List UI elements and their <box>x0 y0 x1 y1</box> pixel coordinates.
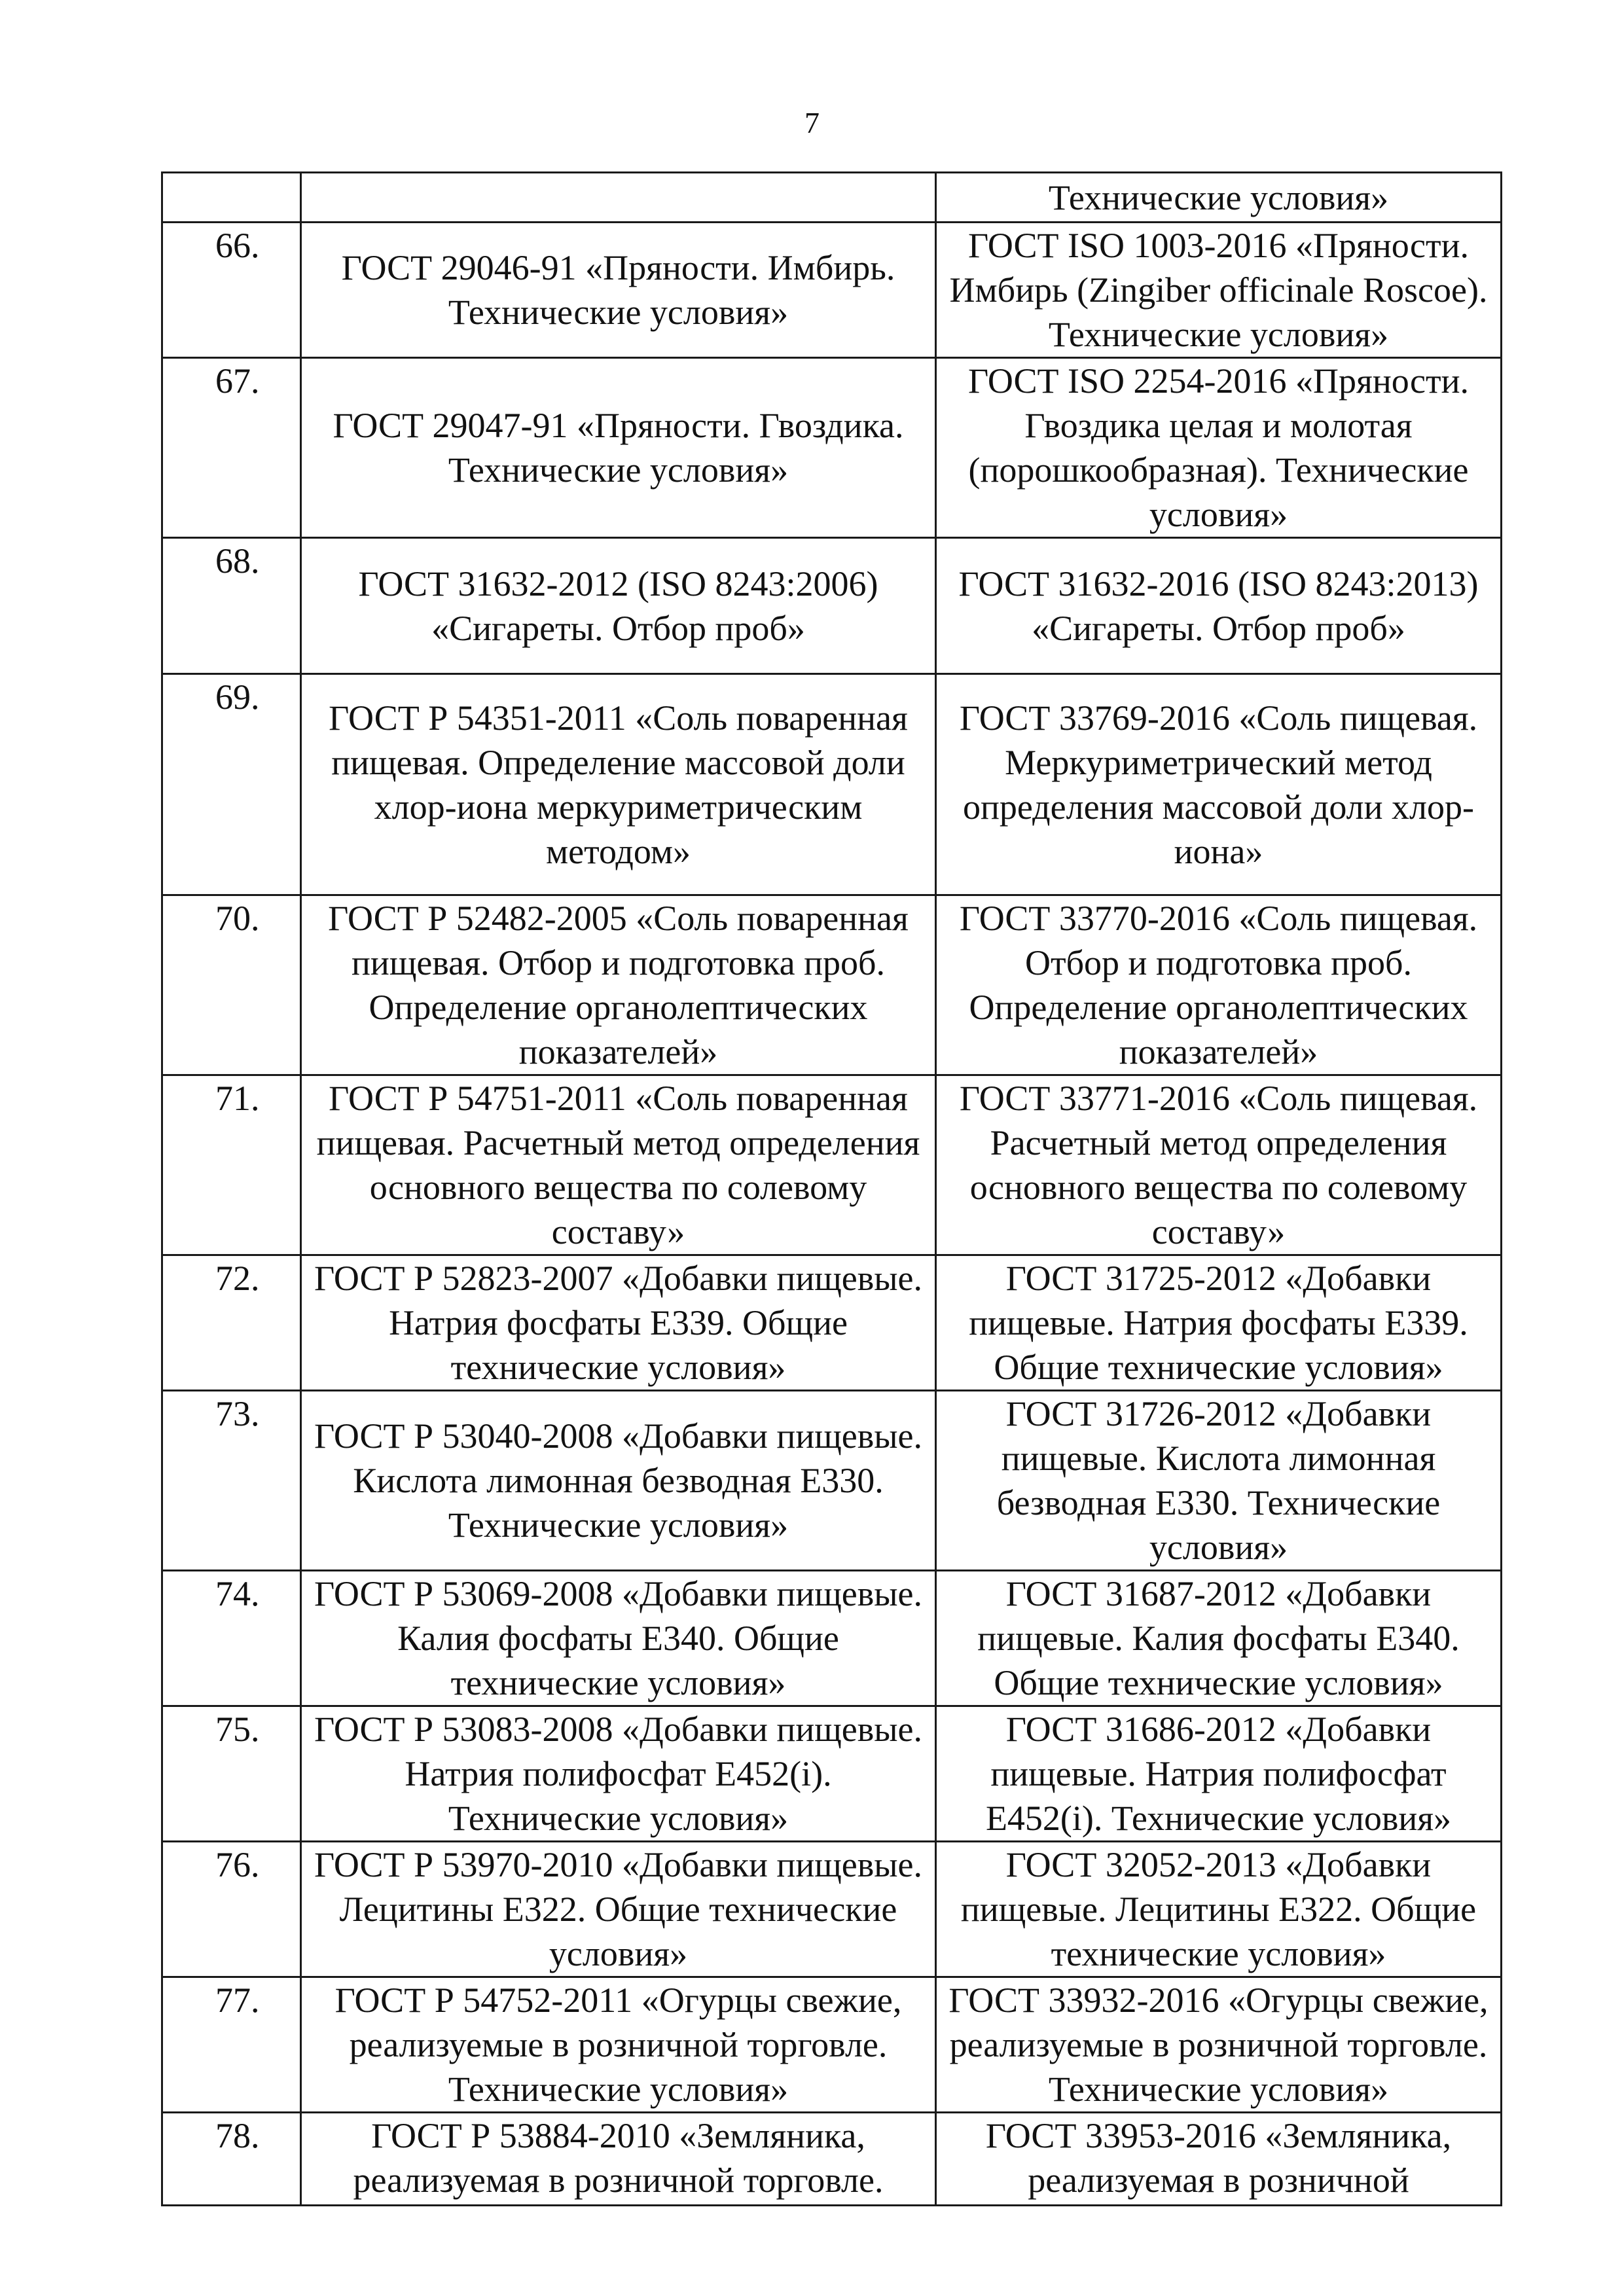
old-standard: ГОСТ Р 53970-2010 «Добавки пищевые. Лецитины Е322. Общие технические условия» <box>301 1842 936 1977</box>
row-number: 66. <box>162 223 301 358</box>
new-standard: ГОСТ 31687-2012 «Добавки пищевые. Калия фосфаты Е340. Общие технические условия» <box>936 1571 1502 1706</box>
old-standard: ГОСТ Р 53069-2008 «Добавки пищевые. Калия фосфаты Е340. Общие технические условия» <box>301 1571 936 1706</box>
new-standard: ГОСТ 31726-2012 «Добавки пищевые. Кислота лимонная безводная Е330. Технические условия» <box>936 1391 1502 1571</box>
row-number: 69. <box>162 674 301 895</box>
row-number-cell <box>162 173 301 223</box>
old-standard: ГОСТ 31632-2012 (ISO 8243:2006) «Сигареты. Отбор проб» <box>301 538 936 674</box>
old-standard: ГОСТ Р 54751-2011 «Соль поваренная пищевая. Расчетный метод определения основного вещества по солевому составу» <box>301 1075 936 1255</box>
new-standard-text: Технические условия» <box>1048 177 1389 217</box>
new-standard: ГОСТ 31725-2012 «Добавки пищевые. Натрия фосфаты Е339. Общие технические условия» <box>936 1255 1502 1391</box>
row-number: 72. <box>162 1255 301 1391</box>
old-standard: ГОСТ 29046-91 «Пряности. Имбирь. Технические условия» <box>301 223 936 358</box>
new-standard: ГОСТ 33932-2016 «Огурцы свежие, реализуемые в розничной торговле. Технические условия» <box>936 1977 1502 2113</box>
new-standard: ГОСТ 32052-2013 «Добавки пищевые. Лецитины Е322. Общие технические условия» <box>936 1842 1502 1977</box>
row-number: 77. <box>162 1977 301 2113</box>
table-row <box>162 223 1502 358</box>
row-number: 75. <box>162 1706 301 1842</box>
table-row <box>162 358 1502 538</box>
row-number: 68. <box>162 538 301 674</box>
old-standard: ГОСТ Р 52823-2007 «Добавки пищевые. Натрия фосфаты Е339. Общие технические условия» <box>301 1255 936 1391</box>
new-standard: ГОСТ 31686-2012 «Добавки пищевые. Натрия полифосфат Е452(i). Технические условия» <box>936 1706 1502 1842</box>
table-row <box>162 1571 1502 1706</box>
old-standard: ГОСТ Р 53040-2008 «Добавки пищевые. Кислота лимонная безводная Е330. Технические условия» <box>301 1391 936 1571</box>
row-number: 67. <box>162 358 301 538</box>
new-standard-cell <box>936 173 1502 223</box>
table-row <box>162 1075 1502 1255</box>
table-row <box>162 2113 1502 2206</box>
table-row <box>162 1706 1502 1842</box>
new-standard: ГОСТ 33771-2016 «Соль пищевая. Расчетный метод определения основного вещества по солевому составу» <box>936 1075 1502 1255</box>
new-standard: ГОСТ 31632-2016 (ISO 8243:2013) «Сигареты. Отбор проб» <box>936 538 1502 674</box>
table-row <box>162 1255 1502 1391</box>
old-standard: ГОСТ Р 54351-2011 «Соль поваренная пищевая. Определение массовой доли хлор-иона меркуриметрическим методом» <box>301 674 936 895</box>
new-standard: ГОСТ ISO 1003-2016 «Пряности. Имбирь (Zingiber officinale Roscoe). Технические условия» <box>936 223 1502 358</box>
old-standard: ГОСТ 29047-91 «Пряности. Гвоздика. Технические условия» <box>301 358 936 538</box>
table-row <box>162 538 1502 674</box>
table-row <box>162 1977 1502 2113</box>
old-standard: ГОСТ Р 54752-2011 «Огурцы свежие, реализуемые в розничной торговле. Технические условия» <box>301 1977 936 2113</box>
table-row <box>162 1842 1502 1977</box>
new-standard: ГОСТ 33953-2016 «Земляника, реализуемая в розничной <box>936 2113 1502 2206</box>
table-row <box>162 1391 1502 1571</box>
row-number: 70. <box>162 895 301 1075</box>
new-standard: ГОСТ 33770-2016 «Соль пищевая. Отбор и подготовка проб. Определение органолептических показателей» <box>936 895 1502 1075</box>
old-standard-cell <box>301 173 936 223</box>
table-row-continuation <box>162 173 1502 223</box>
page-number: 7 <box>804 106 820 139</box>
old-standard: ГОСТ Р 52482-2005 «Соль поваренная пищевая. Отбор и подготовка проб. Определение органолептических показателей» <box>301 895 936 1075</box>
old-standard: ГОСТ Р 53884-2010 «Земляника, реализуемая в розничной торговле. <box>301 2113 936 2206</box>
table-row <box>162 895 1502 1075</box>
standards-table <box>161 171 1502 2206</box>
table-row <box>162 674 1502 895</box>
row-number: 76. <box>162 1842 301 1977</box>
row-number: 78. <box>162 2113 301 2206</box>
new-standard: ГОСТ ISO 2254-2016 «Пряности. Гвоздика целая и молотая (порошкообразная). Технические условия» <box>936 358 1502 538</box>
row-number: 73. <box>162 1391 301 1571</box>
row-number: 71. <box>162 1075 301 1255</box>
old-standard: ГОСТ Р 53083-2008 «Добавки пищевые. Натрия полифосфат Е452(i). Технические условия» <box>301 1706 936 1842</box>
new-standard: ГОСТ 33769-2016 «Соль пищевая. Меркуриметрический метод определения массовой доли хлор-иона» <box>936 674 1502 895</box>
row-number: 74. <box>162 1571 301 1706</box>
